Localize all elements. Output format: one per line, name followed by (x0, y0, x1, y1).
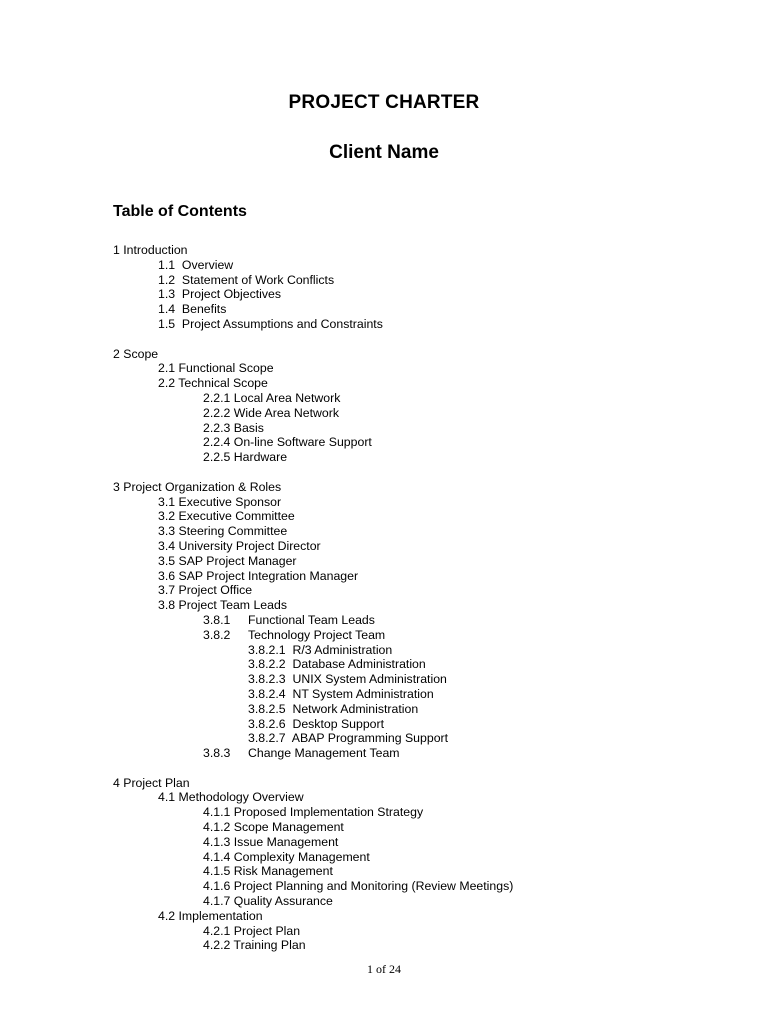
toc-entry: 3.8.2.3 UNIX System Administration (248, 672, 447, 687)
toc-entry-number: 3.8.1 (203, 612, 231, 627)
toc-spacer (113, 332, 513, 347)
toc-entry: 3.8.2.1 R/3 Administration (248, 642, 393, 657)
toc-entry-number: 3.8.2 (203, 627, 231, 642)
toc-entry: 3.5 SAP Project Manager (158, 553, 297, 568)
toc-entry: 3.8 Project Team Leads (158, 598, 287, 613)
toc-entry: 2.1 Functional Scope (158, 361, 274, 376)
toc-entry: 3.4 University Project Director (158, 538, 321, 553)
toc-entry-label: Technology Project Team (248, 627, 386, 642)
toc-entry: 4.1 Methodology Overview (158, 790, 304, 805)
toc-entry: 2.2.2 Wide Area Network (203, 405, 340, 420)
table-of-contents (113, 243, 513, 953)
toc-entry: 2.2.5 Hardware (203, 450, 288, 465)
toc-entry-label: Change Management Team (248, 746, 400, 761)
toc-entry: 3.8.2.4 NT System Administration (248, 686, 434, 701)
toc-entry: 3.6 SAP Project Integration Manager (158, 568, 359, 583)
toc-entry: 4.1.1 Proposed Implementation Strategy (203, 805, 424, 820)
toc-entry (113, 628, 513, 643)
toc-entry: 3.8.2.7 ABAP Programming Support (248, 731, 449, 746)
toc-entry (113, 613, 513, 628)
toc-entry: 2.2 Technical Scope (158, 376, 268, 391)
page-number: 1 of 24 (367, 962, 401, 976)
toc-entry: 4.1.4 Complexity Management (203, 849, 370, 864)
toc-entry: 4.1.7 Quality Assurance (203, 894, 333, 909)
toc-entry: 4.2 Implementation (158, 908, 263, 923)
toc-heading: Table of Contents (113, 203, 247, 220)
toc-entry (113, 746, 513, 761)
toc-entry: 1.1 Overview (158, 257, 234, 272)
toc-entry: 4.1.2 Scope Management (203, 820, 344, 835)
toc-entry-label: Functional Team Leads (248, 612, 375, 627)
toc-entry: 1 Introduction (113, 243, 188, 257)
toc-entry: 3.8.2.5 Network Administration (248, 701, 419, 716)
toc-entry: 4.2.1 Project Plan (203, 923, 301, 938)
toc-entry: 3.8.2.6 Desktop Support (248, 716, 385, 731)
toc-entry: 4.1.3 Issue Management (203, 834, 339, 849)
toc-entry: 1.5 Project Assumptions and Constraints (158, 316, 383, 331)
toc-entry: 1.2 Statement of Work Conflicts (158, 272, 335, 287)
toc-entry: 1.3 Project Objectives (158, 287, 282, 302)
toc-entry: 1.4 Benefits (158, 302, 227, 317)
toc-entry: 3.3 Steering Committee (158, 524, 288, 539)
toc-entry: 2 Scope (113, 346, 159, 361)
toc-entry: 2.2.3 Basis (203, 420, 264, 435)
toc-entry: 4 Project Plan (113, 775, 190, 790)
toc-entry: 3.7 Project Office (158, 583, 253, 598)
document-title: PROJECT CHARTER (288, 92, 480, 113)
toc-entry: 2.2.4 On-line Software Support (203, 435, 372, 450)
toc-entry-number: 3.8.3 (203, 746, 231, 761)
toc-entry: 4.1.5 Risk Management (203, 864, 333, 879)
toc-entry: 4.1.6 Project Planning and Monitoring (Review Meetings) (203, 879, 514, 894)
toc-spacer (113, 465, 513, 480)
toc-entry: 3.1 Executive Sponsor (158, 494, 282, 509)
toc-entry: 4.2.2 Training Plan (203, 938, 306, 953)
toc-entry: 2.2.1 Local Area Network (203, 390, 341, 405)
toc-entry: 3 Project Organization & Roles (113, 479, 282, 494)
document-subtitle: Client Name (329, 142, 439, 163)
toc-entry: 3.8.2.2 Database Administration (248, 657, 426, 672)
toc-spacer (113, 761, 513, 776)
toc-entry: 3.2 Executive Committee (158, 509, 295, 524)
